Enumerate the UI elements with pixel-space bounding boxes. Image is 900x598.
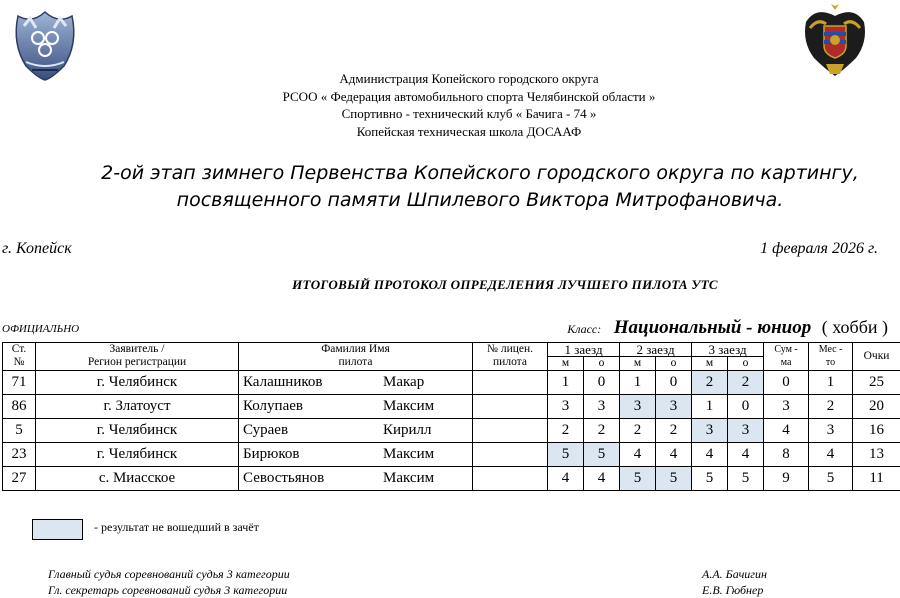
chief-judge-name: А.А. Бачигин xyxy=(702,566,767,582)
class-block xyxy=(567,317,888,339)
cell-sum: 9 xyxy=(764,467,809,491)
official-label: ОФИЦИАЛЬНО xyxy=(2,323,79,335)
cell-h2o: 2 xyxy=(656,419,692,443)
cell-points: 13 xyxy=(853,443,900,467)
pilot-last-name: Колупаев xyxy=(243,398,383,415)
header-final-place: Мес - то xyxy=(809,343,853,371)
header-entrant: Заявитель / Регион регистрации xyxy=(36,343,239,371)
organizer-line: Копейская техническая школа ДОСААФ xyxy=(38,123,900,141)
cell-license xyxy=(473,371,548,395)
cell-h3m: 1 xyxy=(692,395,728,419)
header-sub-m: м xyxy=(692,357,728,371)
cell-place: 1 xyxy=(809,371,853,395)
cell-h3m: 5 xyxy=(692,467,728,491)
cell-num: 23 xyxy=(3,443,36,467)
class-suffix: ( хобби ) xyxy=(822,317,888,337)
cell-sum: 3 xyxy=(764,395,809,419)
cell-h3o: 2 xyxy=(728,371,764,395)
table-row xyxy=(3,467,900,491)
pilot-last-name: Калашников xyxy=(243,374,383,391)
table-row xyxy=(3,419,900,443)
cell-sum: 8 xyxy=(764,443,809,467)
table-row xyxy=(3,443,900,467)
protocol-title: ИТОГОВЫЙ ПРОТОКОЛ ОПРЕДЕЛЕНИЯ ЛУЧШЕГО ПИЛОТА УТС xyxy=(0,277,900,293)
table-row xyxy=(3,395,900,419)
cell-h1m: 2 xyxy=(548,419,584,443)
cell-h1o: 5 xyxy=(584,443,620,467)
event-title-line2: посвященного памяти Шпилевого Виктора Митрофановича. xyxy=(60,187,900,214)
cell-h2o: 0 xyxy=(656,371,692,395)
cell-points: 11 xyxy=(853,467,900,491)
cell-h1m: 4 xyxy=(548,467,584,491)
cell-license xyxy=(473,395,548,419)
cell-h1o: 4 xyxy=(584,467,620,491)
legend-swatch xyxy=(32,519,83,540)
cell-place: 3 xyxy=(809,419,853,443)
cell-pilot-name xyxy=(239,467,473,491)
cell-num: 86 xyxy=(3,395,36,419)
pilot-last-name: Бирюков xyxy=(243,446,383,463)
cell-place: 5 xyxy=(809,467,853,491)
header-heat-3: 3 заезд xyxy=(692,343,764,357)
chief-judge-title: Главный судья соревнований судья 3 категории xyxy=(48,566,290,582)
cell-h2m: 4 xyxy=(620,443,656,467)
cell-num: 5 xyxy=(3,419,36,443)
cell-h1o: 0 xyxy=(584,371,620,395)
header-sub-o: о xyxy=(584,357,620,371)
cell-h2o: 3 xyxy=(656,395,692,419)
event-title xyxy=(0,160,900,214)
cell-city: г. Челябинск xyxy=(36,443,239,467)
organizer-line: РСОО « Федерация автомобильного спорта Челябинской области » xyxy=(38,88,900,106)
cell-h2o: 5 xyxy=(656,467,692,491)
cell-h3o: 4 xyxy=(728,443,764,467)
cell-h3m: 2 xyxy=(692,371,728,395)
cell-h3o: 5 xyxy=(728,467,764,491)
cell-points: 25 xyxy=(853,371,900,395)
cell-city: г. Челябинск xyxy=(36,371,239,395)
cell-sum: 4 xyxy=(764,419,809,443)
cell-h2m: 5 xyxy=(620,467,656,491)
cell-city: с. Миасское xyxy=(36,467,239,491)
cell-h1o: 2 xyxy=(584,419,620,443)
header-heat-2: 2 заезд xyxy=(620,343,692,357)
pilot-last-name: Сураев xyxy=(243,422,383,439)
header-place-number: Ст. № xyxy=(3,343,36,371)
event-city: г. Копейск xyxy=(2,240,72,258)
header-sum: Сум - ма xyxy=(764,343,809,371)
cell-h1m: 3 xyxy=(548,395,584,419)
header-sub-o: о xyxy=(656,357,692,371)
organizer-line: Администрация Копейского городского округа xyxy=(38,70,900,88)
cell-num: 27 xyxy=(3,467,36,491)
event-date: 1 февраля 2026 г. xyxy=(760,240,878,258)
header-sub-m: м xyxy=(620,357,656,371)
organizers-block xyxy=(0,70,900,140)
event-title-line1: 2-ой этап зимнего Первенства Копейского городского округа по картингу, xyxy=(60,160,900,187)
pilot-first-name: Максим xyxy=(383,398,434,415)
table-header-row xyxy=(3,343,900,357)
cell-license xyxy=(473,419,548,443)
cell-h3o: 0 xyxy=(728,395,764,419)
cell-pilot-name xyxy=(239,443,473,467)
cell-place: 2 xyxy=(809,395,853,419)
cell-city: г. Челябинск xyxy=(36,419,239,443)
pilot-last-name: Севостьянов xyxy=(243,470,383,487)
pilot-first-name: Кирилл xyxy=(383,422,432,439)
signature-names xyxy=(702,566,767,598)
cell-pilot-name xyxy=(239,419,473,443)
header-heat-1: 1 заезд xyxy=(548,343,620,357)
cell-num: 71 xyxy=(3,371,36,395)
cell-points: 20 xyxy=(853,395,900,419)
pilot-first-name: Максим xyxy=(383,470,434,487)
pilot-first-name: Макар xyxy=(383,374,424,391)
cell-license xyxy=(473,443,548,467)
header-license: № лицен. пилота xyxy=(473,343,548,371)
table-row xyxy=(3,371,900,395)
header-sub-m: м xyxy=(548,357,584,371)
cell-license xyxy=(473,467,548,491)
cell-pilot-name xyxy=(239,371,473,395)
cell-h3m: 3 xyxy=(692,419,728,443)
cell-h3o: 3 xyxy=(728,419,764,443)
class-label: Класс: xyxy=(567,322,601,336)
chief-secretary-name: Е.В. Гюбнер xyxy=(702,582,767,598)
cell-h2m: 3 xyxy=(620,395,656,419)
results-table xyxy=(2,342,900,491)
header-points: Очки xyxy=(853,343,900,371)
cell-h1o: 3 xyxy=(584,395,620,419)
signature-titles xyxy=(48,566,290,598)
cell-h1m: 1 xyxy=(548,371,584,395)
header-pilot-name: Фамилия Имя пилота xyxy=(239,343,473,371)
header-sub-o: о xyxy=(728,357,764,371)
cell-h1m: 5 xyxy=(548,443,584,467)
cell-h3m: 4 xyxy=(692,443,728,467)
cell-city: г. Златоуст xyxy=(36,395,239,419)
class-name: Национальный - юниор xyxy=(614,317,812,338)
legend-text: - результат не вошедший в зачёт xyxy=(94,520,259,535)
pilot-first-name: Максим xyxy=(383,446,434,463)
cell-h2o: 4 xyxy=(656,443,692,467)
cell-h2m: 2 xyxy=(620,419,656,443)
cell-h2m: 1 xyxy=(620,371,656,395)
cell-points: 16 xyxy=(853,419,900,443)
organizer-line: Спортивно - технический клуб « Бачига - 74 » xyxy=(38,105,900,123)
cell-pilot-name xyxy=(239,395,473,419)
cell-sum: 0 xyxy=(764,371,809,395)
cell-place: 4 xyxy=(809,443,853,467)
chief-secretary-title: Гл. секретарь соревнований судья 3 категории xyxy=(48,582,290,598)
